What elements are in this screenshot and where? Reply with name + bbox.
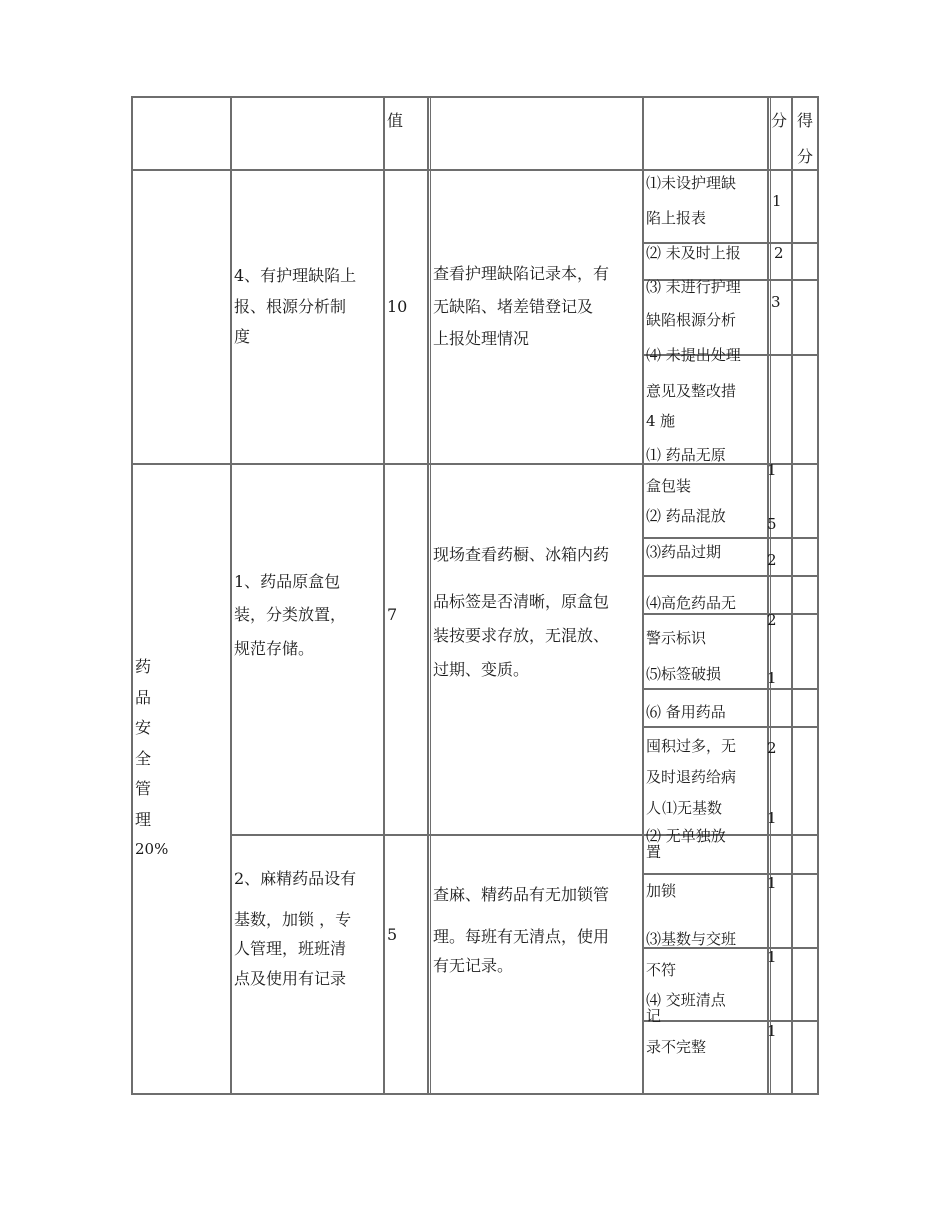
nursing-item-line-1: 4、有护理缺陷上: [234, 266, 357, 285]
subrow-line: [643, 575, 819, 577]
drug-item-1-deduction-2-line-1: ⑵ 药品混放: [646, 507, 726, 525]
drug-item-1-deduction-6-line-2: 囤积过多，无: [646, 737, 737, 755]
col-line-4: [430, 96, 431, 1095]
col-line-7: [791, 96, 793, 1095]
subrow-line: [643, 1020, 819, 1022]
nursing-method-line-2: 无缺陷、堵差错登记及: [433, 297, 594, 316]
drug-category-weight: 20%: [135, 840, 169, 858]
drug-item-2-deduction-4-line-2: 记: [646, 1007, 662, 1025]
nursing-deduction-3-line-2: 缺陷根源分析: [646, 311, 737, 329]
drug-item-1-deduction-1-line-1: ⑴ 药品无原: [646, 446, 726, 464]
drug-item-1-deduction-5-points: 1: [767, 669, 777, 687]
drug-item-2-line-1: 2、麻精药品设有: [234, 869, 357, 888]
subrow-line: [643, 873, 819, 875]
drug-item-2-value: 5: [387, 925, 398, 944]
header-score-label: 得: [797, 111, 814, 130]
nursing-deduction-4-line-2: 意见及整改措: [646, 382, 737, 400]
drug-item-2-line-3: 人管理，班班清: [234, 939, 347, 958]
header-score-label-2: 分: [797, 147, 814, 166]
drug-category-char: 药: [135, 657, 152, 676]
drug-item-1-deduction-1-line-2: 盒包装: [646, 477, 692, 495]
nursing-deduction-4-line-3: 施: [660, 412, 676, 430]
drug-item-2-deduction-4-line-1: ⑷ 交班清点: [646, 991, 726, 1009]
drug-item-2-deduction-3-points: 1: [767, 948, 777, 966]
nursing-value: 10: [387, 297, 408, 316]
drug-item-1-deduction-4-line-1: ⑷高危药品无: [646, 594, 737, 612]
drug-item-1-deduction-6-line-3: 及时退药给病: [646, 768, 737, 786]
drug-item-1-value: 7: [387, 605, 398, 624]
drug-category-char: 理: [135, 810, 152, 829]
nursing-deduction-2-points: 2: [774, 244, 784, 262]
drug-item-1-deduction-6-points: 2: [767, 739, 777, 757]
drug-item-2-deduction-1-points: 1: [767, 809, 777, 827]
nursing-deduction-4-line-1: ⑷ 未提出处理: [646, 346, 741, 364]
nursing-deduction-1-line-2: 陷上报表: [646, 209, 707, 227]
drug-item-1-line-2: 装，分类放置，: [234, 605, 347, 624]
nursing-deduction-2-line-1: ⑵ 未及时上报: [646, 244, 741, 262]
drug-category-char: 安: [135, 718, 152, 737]
drug-item-1-deduction-4-line-2: 警示标识: [646, 629, 707, 647]
drug-item-2-deduction-3-line-2: 不符: [646, 961, 677, 979]
col-line-1: [131, 96, 133, 1095]
drug-item-1-deduction-6-line-1: ⑹ 备用药品: [646, 703, 726, 721]
drug-item-2-deduction-2-points: 1: [767, 874, 777, 892]
col-line-8: [817, 96, 819, 1095]
col-line-3b: [427, 96, 429, 1095]
nursing-item-line-3: 度: [234, 327, 251, 346]
drug-item-2-deduction-2-line-1: ⑵ 无单独放: [646, 827, 726, 845]
drug-item-2-deduction-4-points: 1: [767, 1022, 777, 1040]
drug-category-char: 全: [135, 749, 152, 768]
table-border-bottom: [131, 1093, 819, 1095]
col-line-3: [383, 96, 385, 1095]
nursing-deduction-1-points: 1: [772, 192, 782, 210]
drug-item-1-deduction-3-points: 2: [767, 551, 777, 569]
drug-item-1-method-line-2: 品标签是否清晰，原盒包: [433, 592, 610, 611]
drug-item-2-deduction-1-line-1: ⑴无基数: [662, 799, 723, 817]
nursing-deduction-3-line-1: ⑶ 未进行护理: [646, 278, 741, 296]
col-line-5: [642, 96, 644, 1095]
item-divider-line: [231, 834, 819, 836]
drug-item-1-deduction-2-points: 5: [767, 515, 777, 533]
drug-item-1-line-3: 规范存储。: [234, 639, 315, 658]
drug-item-2-method-line-3: 有无记录。: [433, 956, 514, 975]
drug-item-2-line-2: 基数，加锁 ，专: [234, 910, 352, 929]
drug-item-1-method-line-3: 装按要求存放，无混放、: [433, 626, 610, 645]
table-border-top: [131, 96, 819, 98]
drug-item-1-line-1: 1、药品原盒包: [234, 572, 341, 591]
drug-item-1-deduction-1-points: 1: [767, 461, 777, 479]
drug-category-char: 管: [135, 779, 152, 798]
drug-item-2-method-line-1: 查麻、精药品有无加锁管: [433, 885, 610, 904]
drug-item-2-deduction-3-line-1: ⑶基数与交班: [646, 930, 737, 948]
nursing-method-line-1: 查看护理缺陷记录本，有: [433, 264, 610, 283]
drug-category-char: 品: [135, 688, 152, 707]
nursing-method-line-3: 上报处理情况: [433, 329, 530, 348]
drug-item-1-method-line-4: 过期、变质。: [433, 660, 530, 679]
header-points-label: 分: [771, 111, 788, 130]
drug-item-1-deduction-6-line-4: 人: [646, 799, 662, 817]
drug-item-2-deduction-2-line-2: 置: [646, 843, 662, 861]
drug-item-1-deduction-3-line-1: ⑶药品过期: [646, 543, 722, 561]
header-value-label: 值: [387, 111, 404, 130]
drug-item-2-deduction-4-line-3: 录不完整: [646, 1038, 707, 1056]
nursing-deduction-4-points: 4: [646, 412, 656, 430]
drug-item-1-method-line-1: 现场查看药橱、冰箱内药: [433, 545, 610, 564]
drug-item-1-deduction-4-points: 2: [767, 611, 777, 629]
drug-item-2-method-line-2: 理。每班有无清点，使用: [433, 927, 610, 946]
drug-item-2-deduction-2-line-3: 加锁: [646, 882, 677, 900]
nursing-deduction-3-points: 3: [771, 293, 781, 311]
nursing-item-line-2: 报、根源分析制: [234, 297, 347, 316]
drug-item-2-line-4: 点及使用有记录: [234, 969, 347, 988]
nursing-deduction-1-line-1: ⑴未设护理缺: [646, 174, 737, 192]
drug-item-1-deduction-5-line-1: ⑸标签破损: [646, 665, 722, 683]
col-line-2: [230, 96, 232, 1095]
